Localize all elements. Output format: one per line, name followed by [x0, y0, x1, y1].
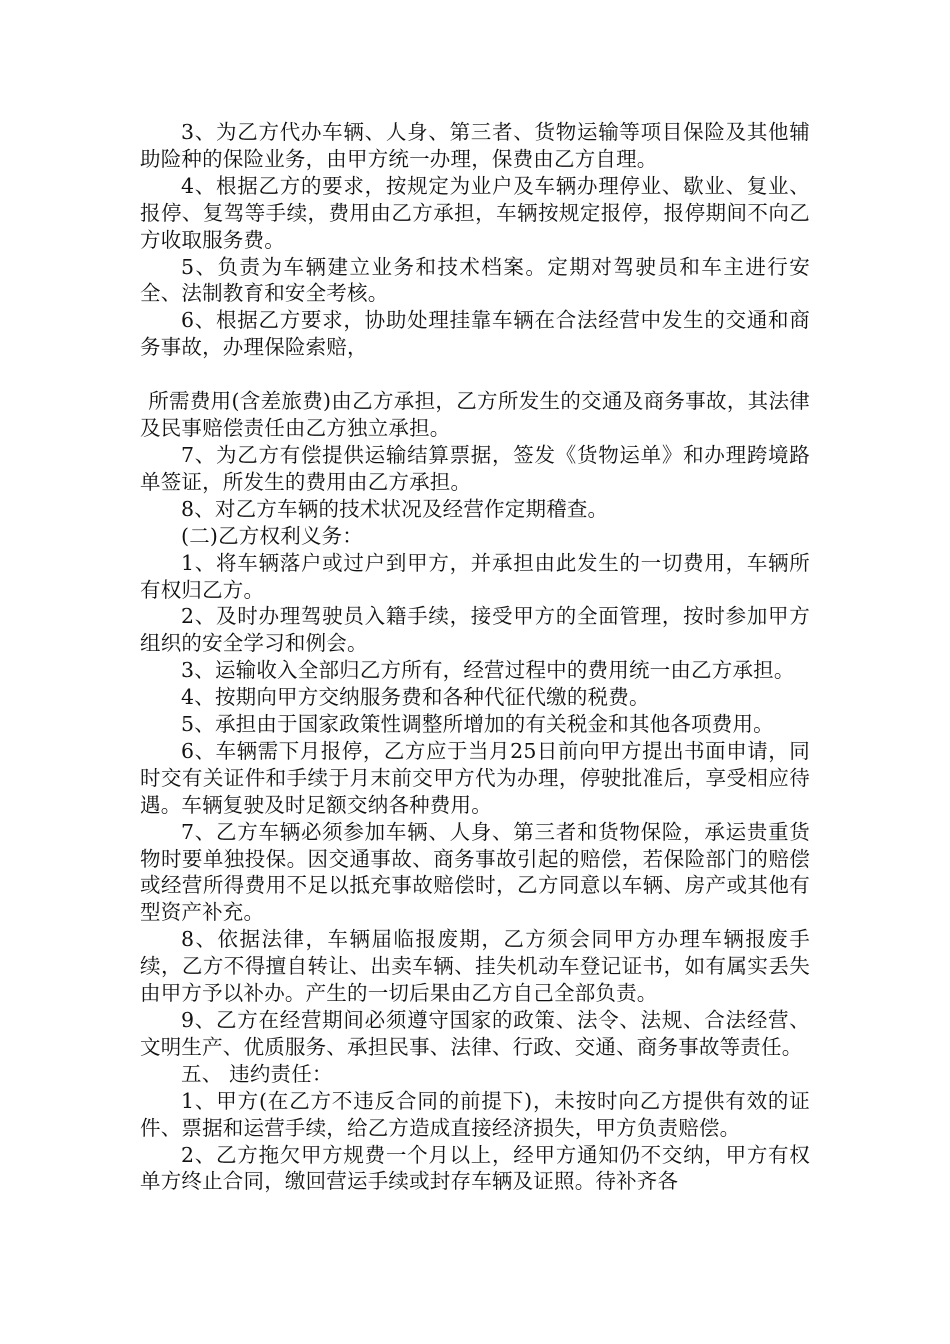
paragraph-driver-enrollment: 2、及时办理驾驶员入籍手续，接受甲方的全面管理，按时参加甲方组织的安全学习和例会。 [140, 604, 810, 656]
paragraph-vehicle-archives: 5、负责为车辆建立业务和技术档案。定期对驾驶员和车主进行安全、法制教育和安全考核。 [140, 254, 810, 306]
paragraph-vehicle-scrapping: 8、依据法律，车辆届临报废期，乙方须会同甲方办理车辆报废手续，乙方不得擅自转让、出卖车辆、挂失机动车登记证书，如有属实丢失由甲方予以补办。产生的一切后果由乙方自己全部负责。 [140, 927, 810, 1006]
paragraph-party-a-breach: 1、甲方(在乙方不违反合同的前提下)，未按时向乙方提供有效的证件、票据和运营手续，给乙方造成直接经济损失，甲方负责赔偿。 [140, 1088, 810, 1140]
paragraph-policy-taxes: 5、承担由于国家政策性调整所增加的有关税金和其他各项费用。 [181, 712, 774, 737]
section-heading-breach-liability: 五、 违约责任： [181, 1061, 333, 1086]
paragraph-periodic-inspection: 8、对乙方车辆的技术状况及经营作定期稽查。 [181, 496, 609, 521]
paragraph-service-fees: 4、按期向甲方交纳服务费和各种代征代缴的税费。 [181, 685, 650, 710]
paragraph-accident-costs: 所需费用(含差旅费)由乙方承担，乙方所发生的交通及商务事故，其法律及民事赔偿责任由乙方独立承担。 [140, 389, 810, 441]
paragraph-monthly-suspension: 6、车辆需下月报停，乙方应于当月25日前向甲方提出书面申请，同时交有关证件和手续于月末前交甲方代为办理，停驶批准后，享受相应待遇。车辆复驶及时足额交纳各种费用。 [140, 738, 810, 817]
paragraph-vehicle-registration: 1、将车辆落户或过户到甲方，并承担由此发生的一切费用，车辆所有权归乙方。 [140, 550, 810, 602]
section-heading-party-b-rights: (二)乙方权利义务： [181, 523, 363, 548]
paragraph-accident-assistance: 6、根据乙方要求，协助处理挂靠车辆在合法经营中发生的交通和商务事故，办理保险索赔， [140, 308, 810, 360]
paragraph-insurance-agency: 3、为乙方代办车辆、人身、第三者、货物运输等项目保险及其他辅助险种的保险业务，由甲方统一办理，保费由乙方自理。 [140, 120, 810, 171]
paragraph-transport-income: 3、运输收入全部归乙方所有，经营过程中的费用统一由乙方承担。 [181, 658, 795, 683]
paragraph-legal-compliance: 9、乙方在经营期间必须遵守国家的政策、法令、法规、合法经营、文明生产、优质服务、承担民事、法律、行政、交通、商务事故等责任。 [140, 1008, 810, 1059]
paragraph-mandatory-insurance: 7、乙方车辆必须参加车辆、人身、第三者和货物保险，承运贵重货物时要单独投保。因交通事故、商务事故引起的赔偿，若保险部门的赔偿或经营所得费用不足以抵充事故赔偿时，乙方同意以车辆、房产或其他有型资产补充。 [140, 819, 810, 925]
paragraph-settlement-bills: 7、为乙方有偿提供运输结算票据，签发《货物运单》和办理跨境路单签证，所发生的费用由乙方承担。 [140, 442, 810, 494]
paragraph-gap [140, 361, 810, 388]
document-body [140, 119, 810, 1195]
paragraph-suspension-procedures: 4、根据乙方的要求，按规定为业户及车辆办理停业、歇业、复业、报停、复驾等手续，费用由乙方承担，车辆按规定报停，报停期间不向乙方收取服务费。 [140, 173, 810, 252]
paragraph-party-b-arrears: 2、乙方拖欠甲方规费一个月以上，经甲方通知仍不交纳，甲方有权单方终止合同，缴回营运手续或封存车辆及证照。待补齐各 [140, 1142, 810, 1194]
